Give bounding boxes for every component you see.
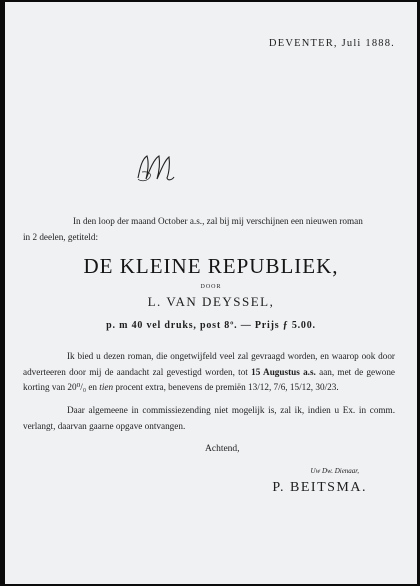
offer-text-1: Ik bied u dezen roman, die ongetwijfeld veel zal gevraagd worden, en waarop ook door adverteeren door mij de aandacht zal gevestigd worden, tot — [23, 351, 395, 377]
by-label: DOOR — [200, 284, 222, 290]
intro-line-1: In den loop der maand October a.s., zal bij mij verschijnen een nieuwen roman — [73, 216, 363, 226]
book-details: p. m 40 vel druks, post 8º. — Prijs ƒ 5.00. — [106, 320, 316, 331]
offer-deadline: 15 Augustus a.s. — [251, 366, 316, 377]
book-author: L. VAN DEYSSEL, — [147, 294, 275, 309]
offer-text-3: procent extra, benevens de premiën 13/12, 7/6, 15/12, 30/23. — [115, 382, 339, 392]
closing-greeting: Achtend, — [205, 444, 240, 454]
offer-emphasis: tien — [99, 382, 114, 392]
offer-text-2: aan, met de gewone korting van 20⁰/₀ en — [23, 366, 395, 392]
book-title: DE KLEINE REPUBLIEK, — [83, 254, 339, 278]
commission-paragraph: Daar algemeene in commissiezending niet mogelijk is, zal ik, indien u Ex. in comm. verlangt, daarvan gaarne opgave ontvangen. — [23, 405, 395, 431]
signature-name: P. BEITSMA. — [272, 480, 367, 495]
signature-title: Uw Dw. Dienaar, — [310, 467, 359, 475]
letter-date: DEVENTER, Juli 1888. — [268, 38, 395, 49]
letter-page — [5, 2, 417, 584]
intro-paragraph — [23, 214, 395, 245]
salutation-monogram-m — [133, 148, 177, 188]
offer-paragraph — [23, 349, 395, 396]
intro-line-2: in 2 deelen, getiteld: — [23, 231, 99, 242]
